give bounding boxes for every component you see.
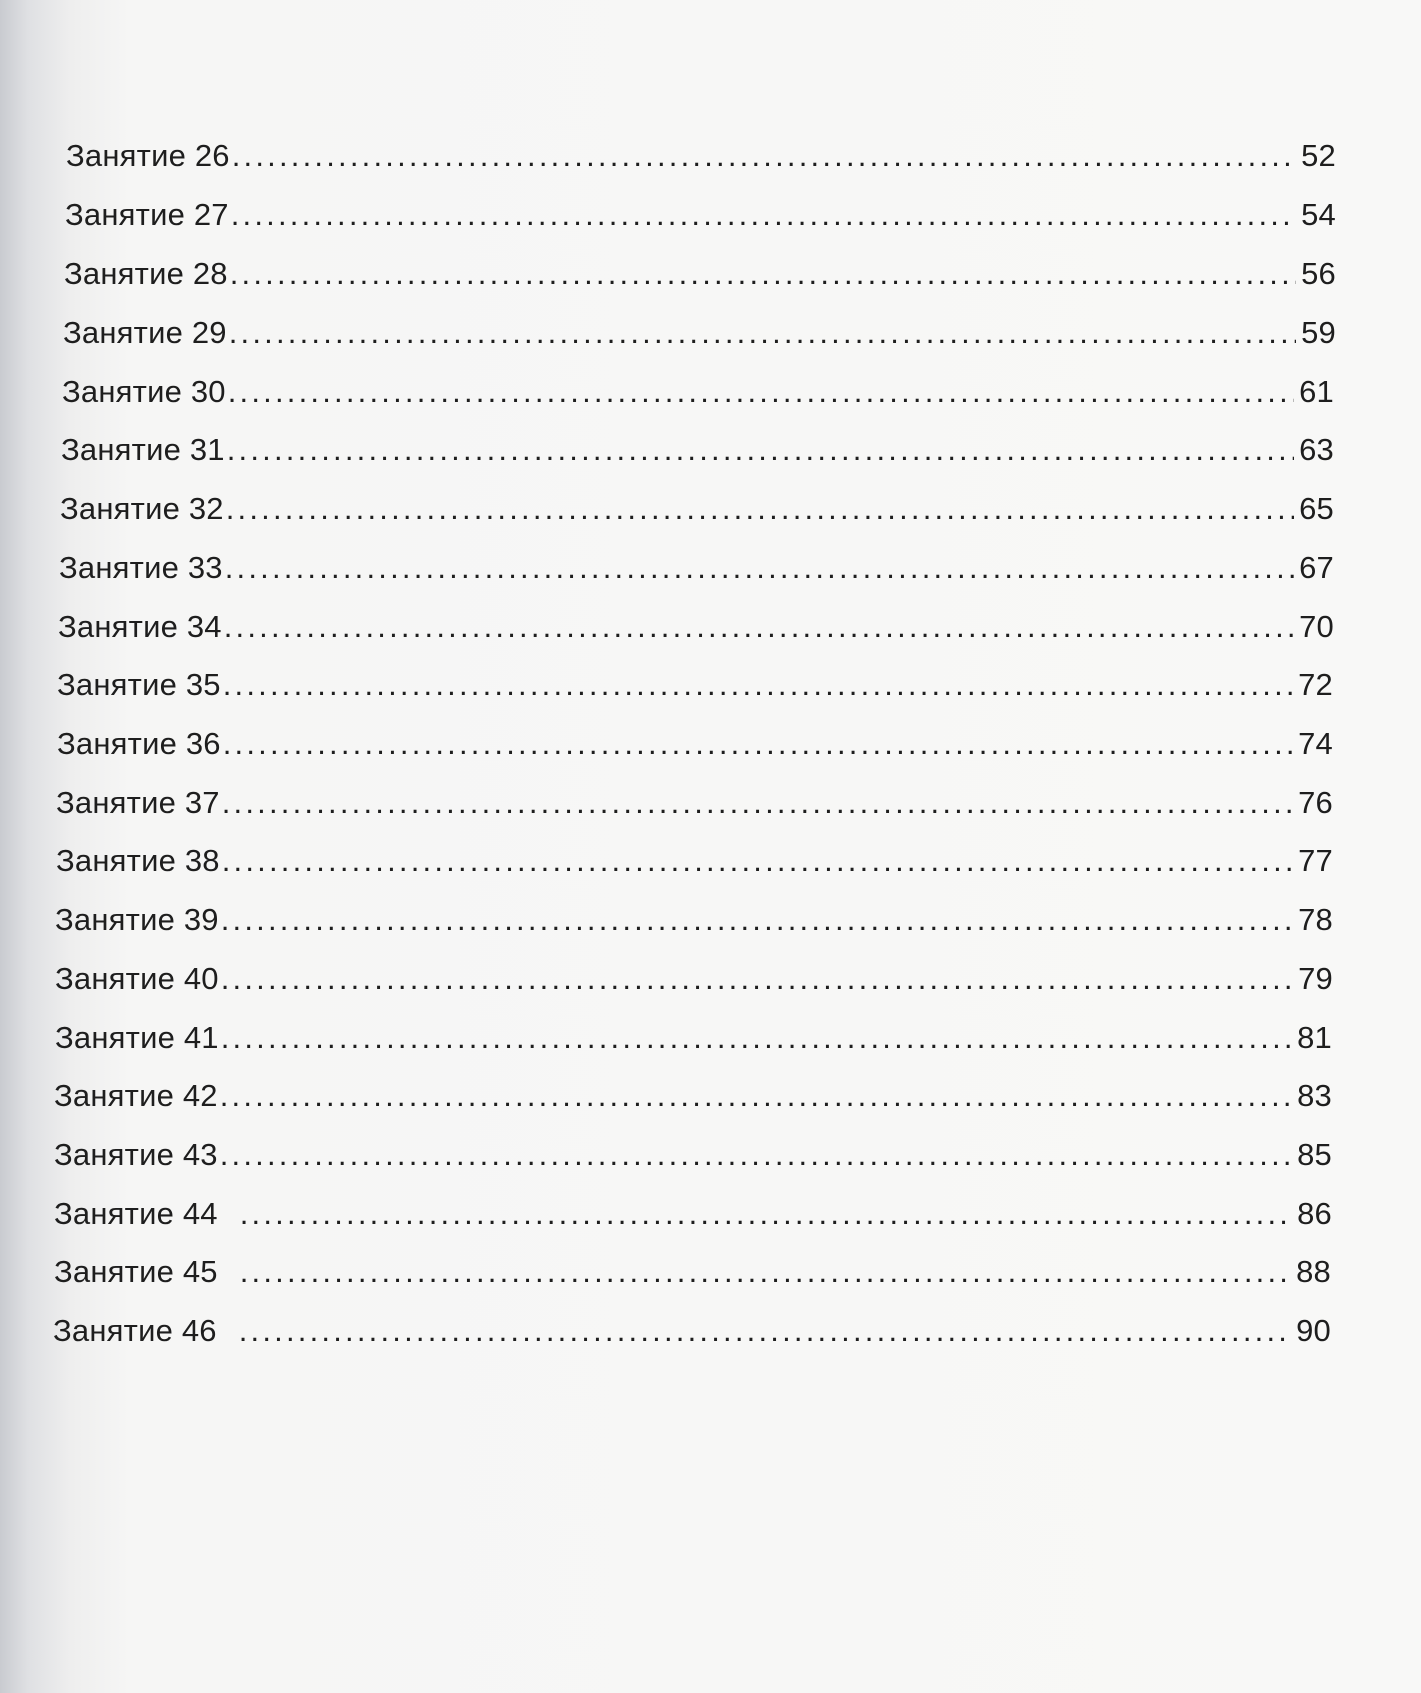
toc-entry-page: 85 <box>1297 1137 1332 1172</box>
toc-entry-label: Занятие 46 <box>53 1313 217 1348</box>
toc-entry-label: Занятие 38 <box>56 843 220 878</box>
toc-entry-page: 76 <box>1298 785 1333 820</box>
dot-leader <box>220 1078 1292 1114</box>
toc-entry-page: 77 <box>1298 843 1333 878</box>
toc-entry-page: 61 <box>1299 374 1334 409</box>
toc-entry-label: Занятие 27 <box>65 197 229 232</box>
toc-entry-page: 59 <box>1301 315 1336 350</box>
dot-leader <box>221 902 1293 938</box>
toc-entry-page: 79 <box>1298 961 1333 996</box>
toc-entry-label: Занятие 33 <box>59 550 223 585</box>
dot-leader <box>222 843 1293 879</box>
toc-entry-page: 54 <box>1301 197 1336 232</box>
toc-entry[interactable] <box>54 1254 1331 1300</box>
dot-leader <box>221 961 1293 997</box>
toc-entry-page: 81 <box>1297 1020 1332 1055</box>
toc-entry[interactable] <box>64 256 1336 302</box>
toc-entry-label: Занятие 37 <box>56 785 220 820</box>
dot-leader <box>227 432 1294 468</box>
toc-entry-label: Занятие 36 <box>57 726 221 761</box>
toc-entry-label: Занятие 39 <box>55 902 219 937</box>
dot-leader <box>224 609 1294 645</box>
toc-entry[interactable] <box>63 315 1336 361</box>
toc-entry-label: Занятие 40 <box>55 961 219 996</box>
toc-entry-label: Занятие 26 <box>66 138 230 173</box>
toc-entry-label: Занятие 42 <box>54 1078 218 1113</box>
toc-entry-label: Занятие 35 <box>57 667 221 702</box>
toc-entry[interactable] <box>58 609 1334 655</box>
toc-entry-label: Занятие 45 <box>54 1254 218 1289</box>
toc-entry-page: 88 <box>1296 1254 1331 1289</box>
toc-entry-label: Занятие 43 <box>54 1137 218 1172</box>
toc-entry-page: 65 <box>1299 491 1334 526</box>
dot-leader <box>229 315 1296 351</box>
dot-leader <box>232 138 1296 174</box>
toc-entry-page: 63 <box>1299 432 1334 467</box>
dot-leader <box>221 1020 1292 1056</box>
toc-entry-label: Занятие 29 <box>63 315 227 350</box>
toc-entry[interactable] <box>66 138 1336 184</box>
toc-entry-page: 52 <box>1301 138 1336 173</box>
dot-leader <box>220 1137 1292 1173</box>
toc-entry[interactable] <box>60 491 1334 537</box>
toc-entry-page: 90 <box>1296 1313 1331 1348</box>
dot-leader <box>225 550 1294 586</box>
toc-entry-label: Занятие 30 <box>62 374 226 409</box>
dot-leader <box>226 491 1294 527</box>
toc-entry[interactable] <box>54 1196 1332 1242</box>
toc-entry-label: Занятие 41 <box>55 1020 219 1055</box>
dot-leader <box>239 1313 1291 1349</box>
toc-entry-page: 72 <box>1298 667 1333 702</box>
toc-entry[interactable] <box>56 843 1333 889</box>
toc-entry-label: Занятие 31 <box>61 432 225 467</box>
toc-entry-label: Занятие 44 <box>54 1196 218 1231</box>
dot-leader <box>228 374 1294 410</box>
dot-leader <box>240 1254 1291 1290</box>
toc-entry[interactable] <box>61 432 1334 478</box>
toc-entry[interactable] <box>57 667 1333 713</box>
dot-leader <box>223 667 1293 703</box>
dot-leader <box>222 785 1293 821</box>
toc-entry[interactable] <box>54 1078 1332 1124</box>
toc-entry-label: Занятие 34 <box>58 609 222 644</box>
toc-entry[interactable] <box>55 1020 1332 1066</box>
toc-entry[interactable] <box>57 726 1333 772</box>
toc-entry-page: 67 <box>1299 550 1334 585</box>
toc-entry[interactable] <box>53 1313 1331 1359</box>
toc-entry[interactable] <box>62 374 1334 420</box>
toc-entry[interactable] <box>55 902 1333 948</box>
toc-entry[interactable] <box>55 961 1333 1007</box>
toc-entry[interactable] <box>56 785 1333 831</box>
toc-entry-page: 56 <box>1301 256 1336 291</box>
toc-entry[interactable] <box>59 550 1334 596</box>
dot-leader <box>230 256 1296 292</box>
toc-entry[interactable] <box>54 1137 1332 1183</box>
toc-entry-page: 74 <box>1298 726 1333 761</box>
toc-entry-page: 78 <box>1298 902 1333 937</box>
dot-leader <box>240 1196 1292 1232</box>
dot-leader <box>231 197 1296 233</box>
toc-entry-page: 70 <box>1299 609 1334 644</box>
toc-entry-label: Занятие 28 <box>64 256 228 291</box>
toc-entry-page: 86 <box>1297 1196 1332 1231</box>
toc-entry[interactable] <box>65 197 1336 243</box>
toc-entry-label: Занятие 32 <box>60 491 224 526</box>
dot-leader <box>223 726 1293 762</box>
toc-entry-page: 83 <box>1297 1078 1332 1113</box>
